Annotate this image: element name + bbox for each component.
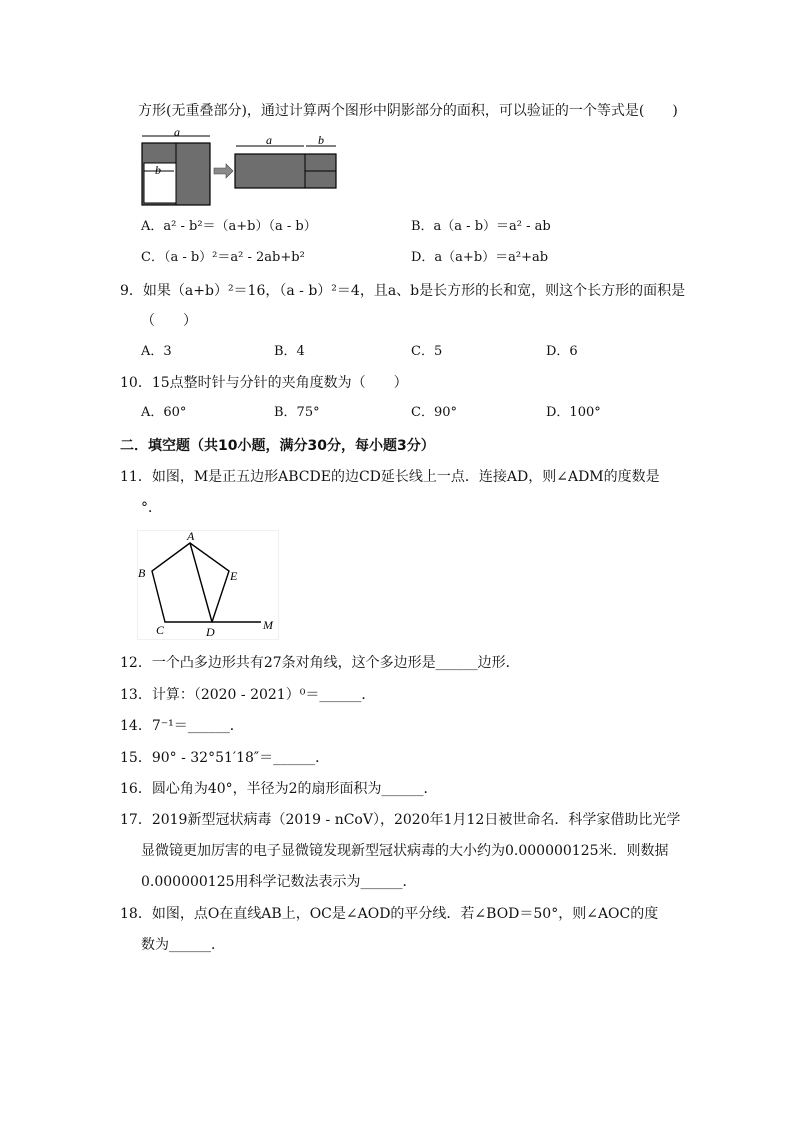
q9-option-d: D．6: [546, 344, 578, 359]
q8-option-a: A．a² - b²＝（a+b）（a - b）: [141, 219, 317, 234]
q11-stem-continuation: °．: [141, 500, 162, 516]
label-c: C: [156, 623, 165, 637]
q9-option-b: B．4: [274, 344, 305, 359]
q8-label-b-left: b: [155, 163, 161, 177]
q10-option-c: C．90°: [411, 405, 457, 420]
q8-label-a-left: a: [174, 126, 180, 139]
label-d: D: [206, 625, 215, 639]
q16-stem: 16．圆心角为40°，半径为2的扇形面积为______．: [120, 781, 438, 797]
label-e: E: [230, 569, 238, 583]
arrow-icon: [214, 164, 233, 178]
q17-line-2: 显微镜更加厉害的电子显微镜发现新型冠状病毒的大小约为0.000000125米．则数据: [141, 843, 669, 859]
q14-stem: 14．7⁻¹＝______．: [120, 718, 244, 734]
q9-stem: 9．如果（a+b）²＝16，（a - b）²＝4，且a、b是长方形的长和宽，则这个长方形的面积是: [120, 283, 686, 299]
q18-line-2: 数为______．: [141, 937, 225, 953]
q10-option-a: A．60°: [141, 405, 187, 420]
q17-line-1: 17．2019新型冠状病毒（2019 - nCoV），2020年1月12日被世命名．科学家借助比光学: [120, 812, 681, 828]
q11-stem: 11．如图，M是正五边形ABCDE的边CD延长线上一点．连接AD，则∠ADM的度数是: [120, 469, 660, 485]
q13-stem: 13．计算：（2020 - 2021）⁰＝______．: [120, 687, 376, 703]
q11-pentagon-figure: [137, 530, 279, 644]
label-b: B: [138, 566, 146, 580]
label-m: M: [263, 618, 273, 632]
q9-option-c: C．5: [411, 344, 443, 359]
q8-label-a-right: a: [266, 133, 272, 147]
q10-option-d: D．100°: [546, 405, 601, 420]
q8-option-d: D．a（a+b）＝a²+ab: [411, 250, 549, 265]
q8-figure: [138, 126, 343, 214]
q8-option-b: B．a（a - b）＝a² - ab: [411, 219, 551, 234]
section-2-title: 二．填空题（共10小题，满分30分，每小题3分）: [120, 438, 435, 454]
q9-option-a: A．3: [141, 344, 172, 359]
q10-option-b: B．75°: [274, 405, 320, 420]
q8-stem-continuation: 方形(无重叠部分)，通过计算两个图形中阴影部分的面积，可以验证的一个等式是( ): [138, 103, 678, 119]
q12-stem: 12．一个凸多边形共有27条对角线，这个多边形是______边形．: [120, 655, 520, 671]
q10-stem: 10．15点整时针与分针的夹角度数为（ ）: [120, 375, 408, 391]
segment-ad: [190, 543, 212, 622]
q15-stem: 15．90° - 32°51′18″＝______．: [120, 750, 330, 766]
q17-line-3: 0.000000125用科学记数法表示为______．: [141, 874, 417, 890]
pentagon-abcde: [152, 543, 229, 622]
label-a: A: [187, 530, 195, 543]
q9-blank: （ ）: [141, 313, 197, 329]
q8-label-b-right: b: [318, 133, 324, 147]
q18-line-1: 18．如图，点O在直线AB上，OC是∠AOD的平分线．若∠BOD＝50°，则∠AOC的度: [120, 906, 659, 922]
q8-option-c: C．（a - b）²＝a² - 2ab+b²: [141, 250, 305, 265]
